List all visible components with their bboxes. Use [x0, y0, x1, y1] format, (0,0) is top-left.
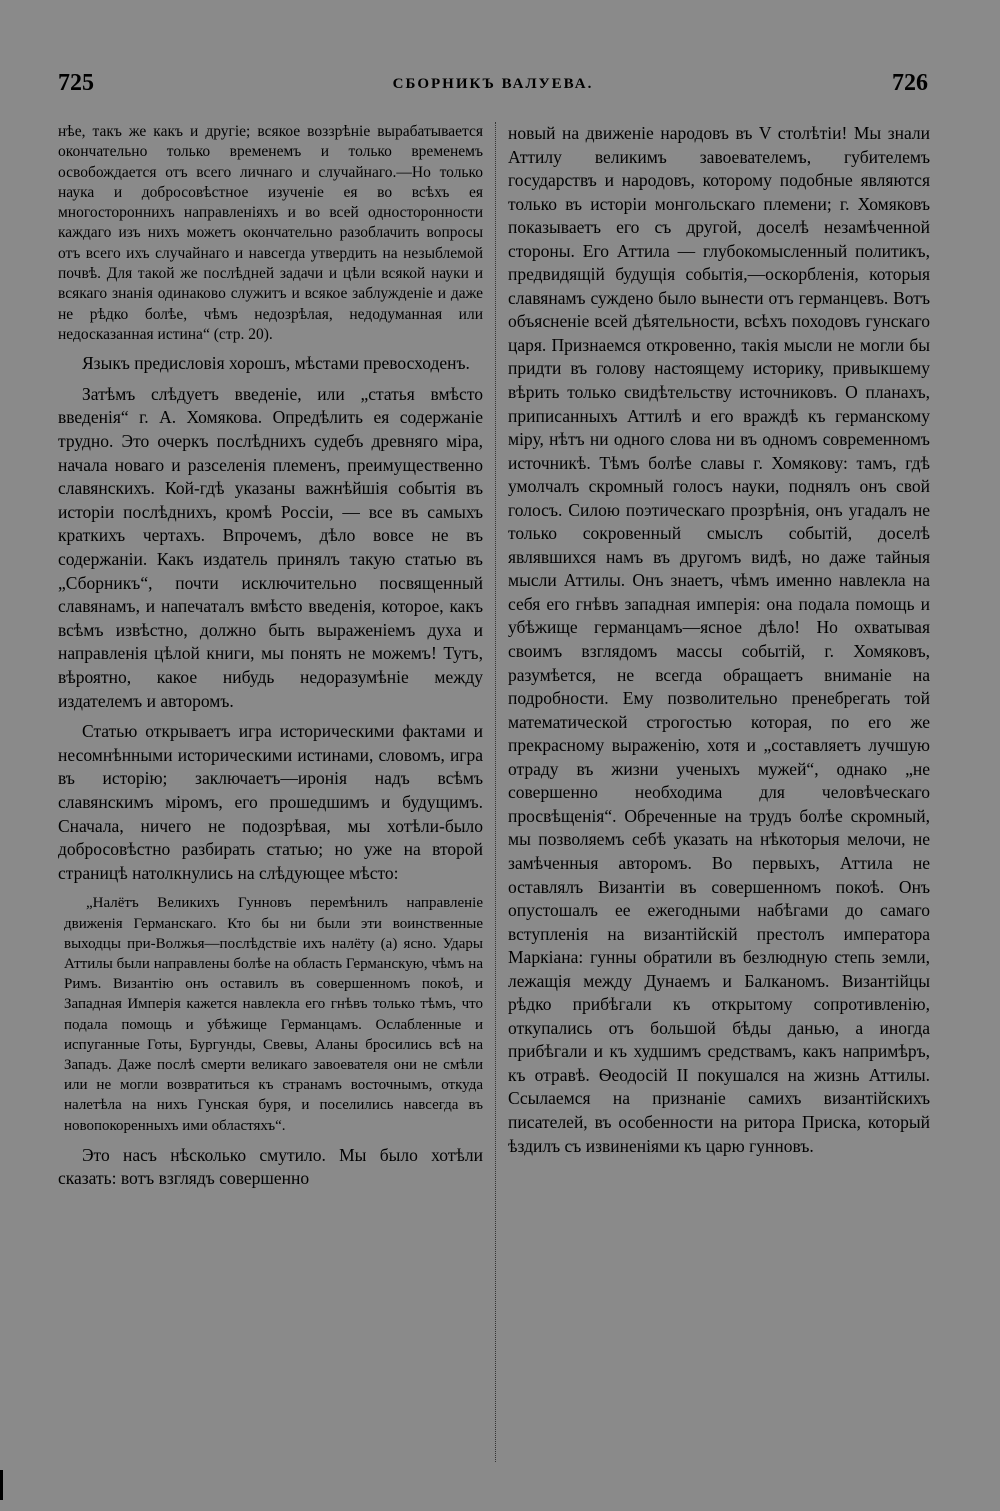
scan-edge-mark: [0, 1470, 3, 1500]
paragraph: Языкъ предисловія хорошъ, мѣстами превосходенъ.: [82, 353, 470, 374]
page-header: [58, 70, 928, 104]
paragraph: новый на движеніе народовъ въ V столѣтіи! Мы знали Аттилу великимъ завоевателемъ, губителемъ государствъ и народовъ, которому подобные являются только въ исторіи монгольскаго племени; г. Хомяковъ показываетъ его съ другой, доселѣ незамѣченной стороны. Его Аттила — глубокомысленный политикъ, предвидящій будущія событія,—оскорбленія, которыя славянамъ суждено было вынести отъ германцевъ. Вотъ объясненіе всей дѣятельности, всѣхъ походовъ гунскаго царя. Признаемся откровенно, такія мысли не могли бы придти въ голову настоящему историку, привыкшему вѣрить только свидѣтельству источниковъ. О планахъ, приписанныхъ Аттилѣ и его враждѣ къ германскому міру, нѣтъ ни одного слова ни въ одномъ современномъ источникѣ. Тѣмъ болѣе славы г. Хомякову: тамъ, гдѣ умолчалъ скромный голосъ науки, поднялъ онъ свой голосъ. Силою поэтическаго прозрѣнія, онъ угадалъ не только сокровенный смыслъ событій, доселѣ являвшихся намъ въ другомъ видѣ, но даже тайныя мысли Аттилы. Онъ знаетъ, чѣмъ именно навлекла на себя его гнѣвъ западная имперія: она подала помощь и убѣжище германцамъ—ясное дѣло! Но охватывая своимъ взглядомъ массы событій, г. Хомяковъ, разумѣется, не всегда обращаетъ вниманіе на подробности. Ему позволительно пренебрегать той математической строгостью которая, по его же прекрасному выраженію, хотя и „составляетъ лучшую отраду въ жизни ученыхъ мужей“, однако „не совершенно необходима для человѣческаго просвѣщенія“. Обреченные на трудъ болѣе скромный, мы позволяемъ себѣ указать на нѣкоторыя мелочи, не замѣченныя авторомъ. Во первыхъ, Аттила не оставлялъ Византіи въ совершенномъ покоѣ. Онъ опустошалъ ее ежегодными набѣгами до самаго вступленія на византійскій престолъ императора Маркіана: гунны обратили въ безлюдную степь земли, лежащія между Дунаемъ и Балканомъ. Византійцы рѣдко прибѣгали къ открытому сопротивленію, откупались отъ большой бѣды данью, а иногда прибѣгали и къ худшимъ средствамъ, какъ напримѣръ, къ отравѣ. Ѳеодосій II покушался на жизнь Аттилы. Ссылаемся на признаніе самихъ византійскихъ писателей, въ особенности на ритора Приска, который ѣздилъ съ извиненіями къ царю гунновъ.: [508, 123, 930, 1156]
running-title: СБОРНИКЪ ВАЛУЕВА.: [392, 76, 594, 92]
left-column: [58, 122, 483, 1191]
paragraph: Это насъ нѣсколько смутило. Мы было хотѣли сказать: вотъ взглядъ совершенно: [58, 1144, 483, 1189]
page-number-right: 726: [892, 70, 928, 96]
page-number-left: 725: [58, 70, 94, 96]
right-column: [508, 122, 930, 1158]
paragraph-continuation: нѣе, такъ же какъ и другіе; всякое воззрѣніе вырабатывается окончательно только временемъ и только временемъ освобождается отъ всего личнаго и случайнаго.—Но только наука и добросовѣстное изученіе ея во всѣхъ ея многостороннихъ направленіяхъ и во всей односторонности каждаго изъ нихъ можетъ окончательно разоблачить вопросы отъ всего ихъ случайнаго и навсегда утвердить на незыблемой почвѣ. Для такой же послѣдней задачи и цѣли всякой науки и всякаго знанія одинаково служитъ и всякое заблужденіе и даже не рѣдко болѣе, чѣмъ недозрѣлая, недодуманная или недосказанная истина“ (стр. 20).: [58, 123, 483, 343]
paragraph: Статью открываетъ игра историческими фактами и несомнѣнными историческими истинами, словомъ, игра въ исторію; заключаетъ—иронія надъ всѣмъ славянскимъ міромъ, его прошедшимъ и будущимъ. Сначала, ничего не подозрѣвая, мы хотѣли-было добросовѣстно разбирать статью; но уже на второй страницѣ натолкнулись на слѣдующее мѣсто:: [58, 721, 483, 883]
paragraph: Затѣмъ слѣдуетъ введеніе, или „статья вмѣсто введенія“ г. А. Хомякова. Опредѣлить ея содержаніе трудно. Это очеркъ послѣднихъ судебъ древняго міра, начала новаго и разселенія племенъ, преимущественно славянскихъ. Кой-гдѣ указаны важнѣйшія событія въ исторіи послѣднихъ, кромѣ Россіи, — все въ самыхъ краткихъ чертахъ. Впрочемъ, дѣло вовсе не въ содержаніи. Какъ издатель принялъ такую статью въ „Сборникъ“, почти исключительно посвященный славянамъ, и напечаталъ вмѣсто введенія, которое, какъ всѣмъ извѣстно, должно быть выраженіемъ духа и направленія цѣлой книги, мы понять не можемъ! Тутъ, вѣроятно, какое нибудь недоразумѣніе между издателемъ и авторомъ.: [58, 383, 483, 711]
block-quote: „Налётъ Великихъ Гунновъ перемѣнилъ направленіе движенія Германскаго. Кто бы ни были эти воинственные выходцы при-Волжья—послѣдствіе ихъ налёту (а) ясно. Удары Аттилы были направлены болѣе на область Германскую, чѣмъ на Римъ. Византію онъ оставилъ въ совершенномъ покоѣ, и Западная Имперія кажется навлекла его гнѣвъ только тѣмъ, что подала помощь и убѣжище Германцамъ. Ослабленные и испуганные Готы, Бургунды, Свевы, Аланы бросились всѣ на Западъ. Даже послѣ смерти великаго завоевателя они не смѣли или не могли возвратиться къ странамъ восточнымъ, откуда налетѣла на нихъ Гунская буря, и поселились навсегда въ новопокоренныхъ ими областяхъ“.: [64, 895, 483, 1134]
column-divider: [495, 122, 496, 1462]
